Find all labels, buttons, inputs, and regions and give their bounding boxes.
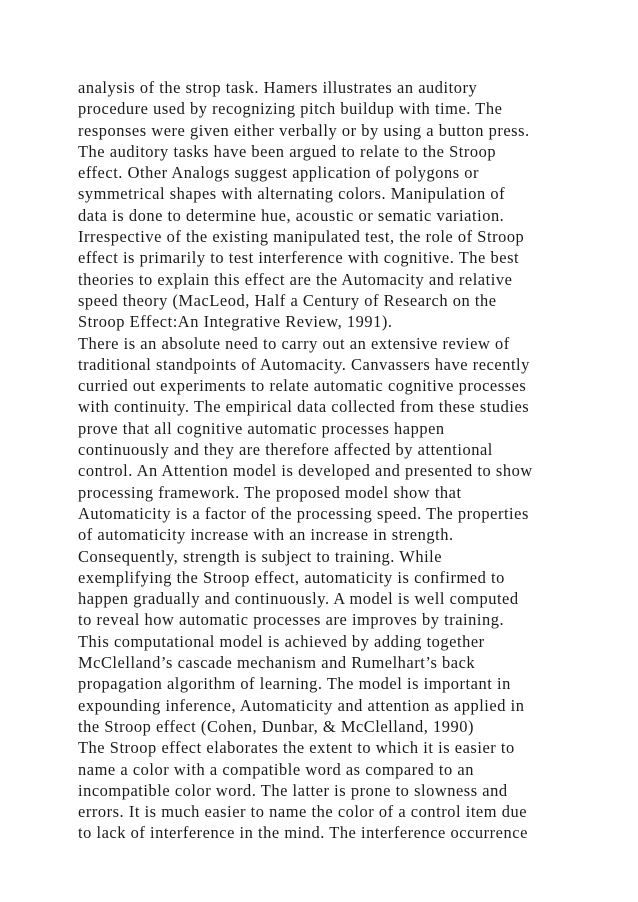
text-line: exemplifying the Stroop effect, automaticity is confirmed to xyxy=(78,567,505,587)
text-line: procedure used by recognizing pitch buildup with time. The xyxy=(78,99,503,119)
text-line: to lack of interference in the mind. The interference occurrence xyxy=(78,823,528,843)
text-line: speed theory (MacLeod, Half a Century of Research on the xyxy=(78,290,497,310)
text-line: Consequently, strength is subject to training. While xyxy=(78,546,443,566)
text-line: with continuity. The empirical data collected from these studies xyxy=(78,397,530,417)
text-line: McClelland’s cascade mechanism and Rumelhart’s back xyxy=(78,653,476,673)
text-line: Irrespective of the existing manipulated test, the role of Stroop xyxy=(78,227,525,247)
text-line: to reveal how automatic processes are improves by training. xyxy=(78,610,505,630)
text-line: of automaticity increase with an increase in strength. xyxy=(78,525,454,545)
text-line: processing framework. The proposed model show that xyxy=(78,482,462,502)
text-line: errors. It is much easier to name the color of a control item due xyxy=(78,802,528,822)
text-line: effect. Other Analogs suggest application of polygons or xyxy=(78,163,480,183)
text-line: traditional standpoints of Automacity. Canvassers have recently xyxy=(78,354,530,374)
body-text xyxy=(78,77,578,844)
text-line: effect is primarily to test interference with cognitive. The best xyxy=(78,248,520,268)
text-line: Automaticity is a factor of the processing speed. The properties xyxy=(78,503,529,523)
text-line: This computational model is achieved by adding together xyxy=(78,631,485,651)
text-line: happen gradually and continuously. A model is well computed xyxy=(78,589,519,609)
text-line: curried out experiments to relate automatic cognitive processes xyxy=(78,376,527,396)
text-line: Stroop Effect:An Integrative Review, 1991). xyxy=(78,312,393,332)
text-line: continuously and they are therefore affected by attentional xyxy=(78,440,493,460)
text-line: The auditory tasks have been argued to relate to the Stroop xyxy=(78,141,497,161)
text-line: expounding inference, Automaticity and attention as applied in xyxy=(78,695,525,715)
text-line: theories to explain this effect are the Automacity and relative xyxy=(78,269,513,289)
text-line: data is done to determine hue, acoustic or sematic variation. xyxy=(78,205,505,225)
text-line: name a color with a compatible word as compared to an xyxy=(78,759,474,779)
text-line: propagation algorithm of learning. The model is important in xyxy=(78,674,511,694)
text-line: the Stroop effect (Cohen, Dunbar, & McClelland, 1990) xyxy=(78,716,474,736)
text-line: responses were given either verbally or by using a button press. xyxy=(78,120,530,140)
text-line: There is an absolute need to carry out an extensive review of xyxy=(78,333,510,353)
text-line: incompatible color word. The latter is prone to slowness and xyxy=(78,780,508,800)
text-line: prove that all cognitive automatic processes happen xyxy=(78,418,445,438)
text-line: symmetrical shapes with alternating colors. Manipulation of xyxy=(78,184,506,204)
text-line: analysis of the strop task. Hamers illustrates an auditory xyxy=(78,78,478,97)
text-line: control. An Attention model is developed and presented to show xyxy=(78,461,533,481)
text-line: The Stroop effect elaborates the extent to which it is easier to xyxy=(78,738,515,758)
